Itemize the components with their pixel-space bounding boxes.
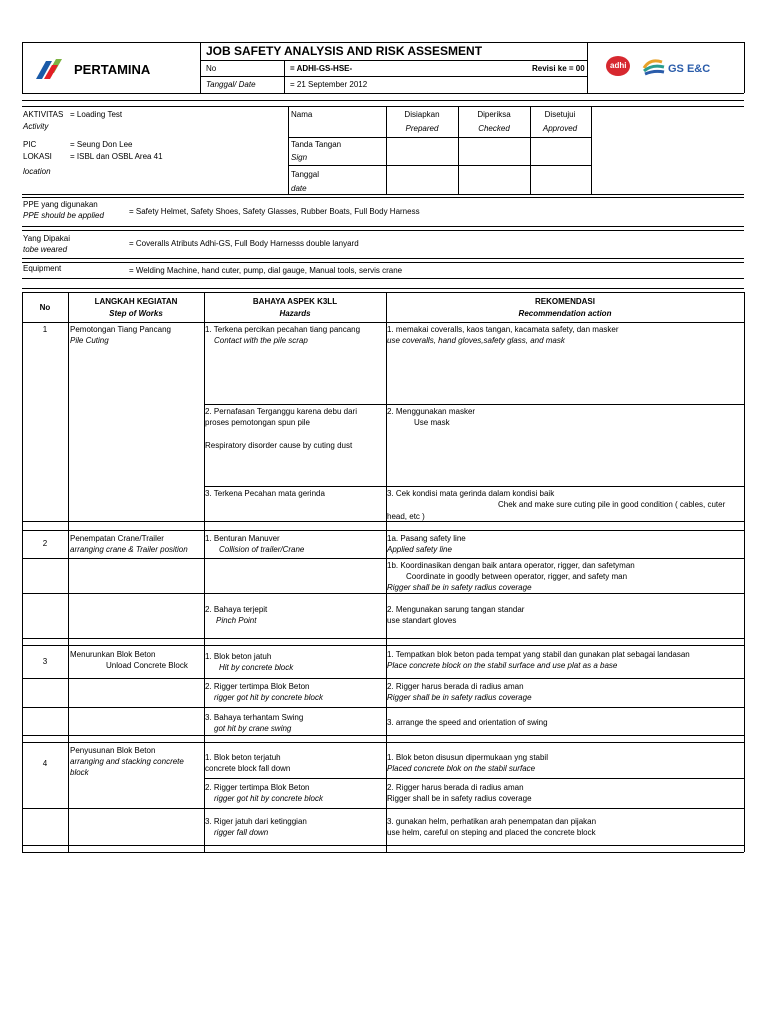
equipment-value: = Welding Machine, hand cuter, pump, dial gauge, Manual tools, servis crane: [129, 266, 403, 275]
approved-label: Approved: [542, 124, 578, 133]
col-rec-header-en: Recommendation action: [518, 309, 612, 318]
adhi-logo-icon: adhi: [604, 56, 634, 82]
row-2-rec-2-en: use standart gloves: [387, 616, 457, 625]
document-title: JOB SAFETY ANALYSIS AND RISK ASSESMENT: [206, 44, 483, 58]
prepared-label: Prepared: [405, 124, 439, 133]
sign-label: Sign: [291, 153, 308, 162]
row-3-rec-2-en: Rigger shall be in safety radius coverage: [387, 693, 532, 702]
checked-label: Checked: [478, 124, 510, 133]
row-2-rec-2: 2. Mengunakan sarung tangan standar: [387, 605, 525, 614]
row-3-rec-1: 1. Tempatkan blok beton pada tempat yang stabil dan gunakan plat sebagai landasan: [387, 650, 690, 659]
row-2-no: 2: [42, 539, 48, 548]
header-section: [0, 0, 768, 100]
row-4-step-en-b: block: [70, 768, 89, 777]
nama-label: Nama: [291, 110, 313, 119]
row-3-step-en: Unload Concrete Block: [106, 661, 188, 670]
row-2-hazard-2-en: Pinch Point: [216, 616, 257, 625]
row-4-rec-1-en: Placed concrete blok on the stabil surface: [387, 764, 536, 773]
row-4-hazard-3: 3. Riger jatuh dari ketinggian: [205, 817, 307, 826]
dipakai-value: = Coveralls Atributs Adhi-GS, Full Body Harnesss double lanyard: [129, 239, 359, 248]
aktivitas-value: = Loading Test: [70, 110, 123, 119]
row-4-no: 4: [42, 759, 48, 768]
row-3-step: Menurunkan Blok Beton: [70, 650, 156, 659]
revisi-value: Revisi ke = 00: [532, 64, 585, 73]
disetujui-label: Disetujui: [544, 110, 576, 119]
pic-label: PIC: [23, 140, 37, 149]
dipakai-label-en: tobe weared: [23, 245, 68, 254]
row-1-rec-2: 2. Menggunakan masker: [387, 407, 476, 416]
equipment-label: Equipment: [23, 264, 62, 273]
row-2-rec-1a: 1a. Pasang safety line: [387, 534, 466, 543]
row-2-hazard-1: 1. Benturan Manuver: [205, 534, 280, 543]
row-1-step: Pemotongan Tiang Pancang: [70, 325, 171, 334]
row-2-rec-1b: 1b. Koordinasikan dengan baik antara operator, rigger, dan safetyman: [387, 561, 635, 570]
row-3-rec-2: 2. Rigger harus berada di radius aman: [387, 682, 524, 691]
row-1-rec-3-en-b: head, etc ): [387, 512, 425, 521]
row-3-hazard-3-en: got hit by crane swing: [214, 724, 292, 733]
row-2-hazard-1-en: Collision of trailer/Crane: [219, 545, 305, 554]
gs-logo-text: GS E&C: [668, 63, 711, 75]
tanggal-label: Tanggal/ Date: [206, 80, 256, 89]
row-1-step-en: Pile Cuting: [70, 336, 109, 345]
row-1-hazard-1: 1. Terkena percikan pecahan tiang pancang: [205, 325, 361, 334]
row-3-hazard-1: 1. Blok beton jatuh: [205, 652, 272, 661]
dipakai-label: Yang Dipakai: [23, 234, 70, 243]
row-4-hazard-2-en: rigger got hit by concrete block: [214, 794, 323, 803]
ppe-label-en: PPE should be applied: [23, 211, 104, 220]
row-1-rec-1: 1. memakai coveralls, kaos tangan, kacamata safety, dan masker: [387, 325, 619, 334]
row-4-hazard-1-en: concrete block fall down: [205, 764, 291, 773]
row-2-rec-1b-en2: Rigger shall be in safety radius coverage: [387, 583, 532, 592]
row-3-hazard-1-en: Hit by concrete block: [219, 663, 294, 672]
row-1-rec-2-en: Use mask: [414, 418, 450, 427]
ppe-label: PPE yang digunakan: [23, 200, 98, 209]
row-1-hazard-1-en: Contact with the pile scrap: [214, 336, 308, 345]
tanggal-value: = 21 September 2012: [290, 80, 368, 89]
row-4-rec-3-en: use helm, careful on steping and placed the concrete block: [387, 828, 596, 837]
col-hazard-header: BAHAYA ASPEK K3LL: [252, 297, 338, 306]
row-4-hazard-3-en: rigger fall down: [214, 828, 269, 837]
tanda-tangan-label: Tanda Tangan: [291, 140, 342, 149]
row-1-hazard-2a: 2. Pernafasan Terganggu karena debu dari: [205, 407, 357, 416]
row-1-no: 1: [42, 325, 48, 334]
row-2-step: Penempatan Crane/Trailer: [70, 534, 164, 543]
location-label: location: [23, 167, 51, 176]
ppe-value: = Safety Helmet, Safety Shoes, Safety Glasses, Rubber Boats, Full Body Harness: [129, 207, 420, 216]
row-1-rec-1-en: use coveralls, hand gloves,safety glass, and mask: [387, 336, 565, 345]
col-step-header-en: Step of Works: [109, 309, 163, 318]
row-2-rec-1b-en: Coordinate in goodly between operator, rigger, and safety man: [406, 572, 628, 581]
row-3-hazard-2-en: rigger got hit by concrete block: [214, 693, 323, 702]
row-3-rec-1-en: Place concrete block on the stabil surface and use plat as a base: [387, 661, 618, 670]
row-4-rec-2: 2. Rigger harus berada di radius aman: [387, 783, 524, 792]
no-value: = ADHI-GS-HSE-: [290, 64, 353, 73]
aktivitas-label: AKTIVITAS: [23, 110, 64, 119]
row-3-rec-3: 3. arrange the speed and orientation of swing: [387, 718, 548, 727]
row-1-rec-3-en-a: Chek and make sure cuting pile in good condition ( cables, cuter: [498, 500, 726, 509]
row-3-no: 3: [42, 657, 48, 666]
row-4-rec-3: 3. gunakan helm, perhatikan arah penempatan dan pijakan: [387, 817, 597, 826]
row-2-rec-1a-en: Applied safety line: [387, 545, 452, 554]
row-1-hazard-2b: proses pemotongan spun pile: [205, 418, 310, 427]
row-1-rec-3: 3. Cek kondisi mata gerinda dalam kondisi baik: [387, 489, 555, 498]
gs-swirl-icon: [642, 58, 666, 78]
row-4-rec-2-en: Rigger shall be in safety radius coverage: [387, 794, 532, 803]
lokasi-label: LOKASI: [23, 152, 52, 161]
row-4-hazard-1: 1. Blok beton terjatuh: [205, 753, 281, 762]
col-rec-header: REKOMENDASI: [534, 297, 595, 306]
pic-value: = Seung Don Lee: [70, 140, 133, 149]
col-hazard-header-en: Hazards: [279, 309, 311, 318]
row-4-rec-1: 1. Blok beton disusun dipermukaan yng stabil: [387, 753, 548, 762]
tanggal-row-label: Tanggal: [291, 170, 320, 179]
col-no-header: No: [39, 303, 51, 312]
row-2-step-en: arranging crane & Trailer position: [70, 545, 188, 554]
lokasi-value: = ISBL dan OSBL Area 41: [70, 152, 163, 161]
row-3-hazard-3: 3. Bahaya terhantam Swing: [205, 713, 304, 722]
row-4-step-en-a: arranging and stacking concrete: [70, 757, 184, 766]
row-1-hazard-2-en: Respiratory disorder cause by cuting dust: [205, 441, 353, 450]
diperiksa-label: Diperiksa: [477, 110, 511, 119]
pertamina-logo-icon: [34, 57, 74, 81]
pertamina-logo-text: PERTAMINA: [74, 62, 151, 77]
no-label: No: [206, 64, 217, 73]
disiapkan-label: Disiapkan: [404, 110, 440, 119]
row-4-hazard-2: 2. Rigger tertimpa Blok Beton: [205, 783, 310, 792]
col-step-header: LANGKAH KEGIATAN: [94, 297, 178, 306]
activity-label: Activity: [23, 122, 49, 131]
date-row-label: date: [291, 184, 307, 193]
row-4-step: Penyusunan Blok Beton: [70, 746, 156, 755]
row-2-hazard-2: 2. Bahaya terjepit: [205, 605, 268, 614]
row-1-hazard-3: 3. Terkena Pecahan mata gerinda: [205, 489, 325, 498]
row-3-hazard-2: 2. Rigger tertimpa Blok Beton: [205, 682, 310, 691]
